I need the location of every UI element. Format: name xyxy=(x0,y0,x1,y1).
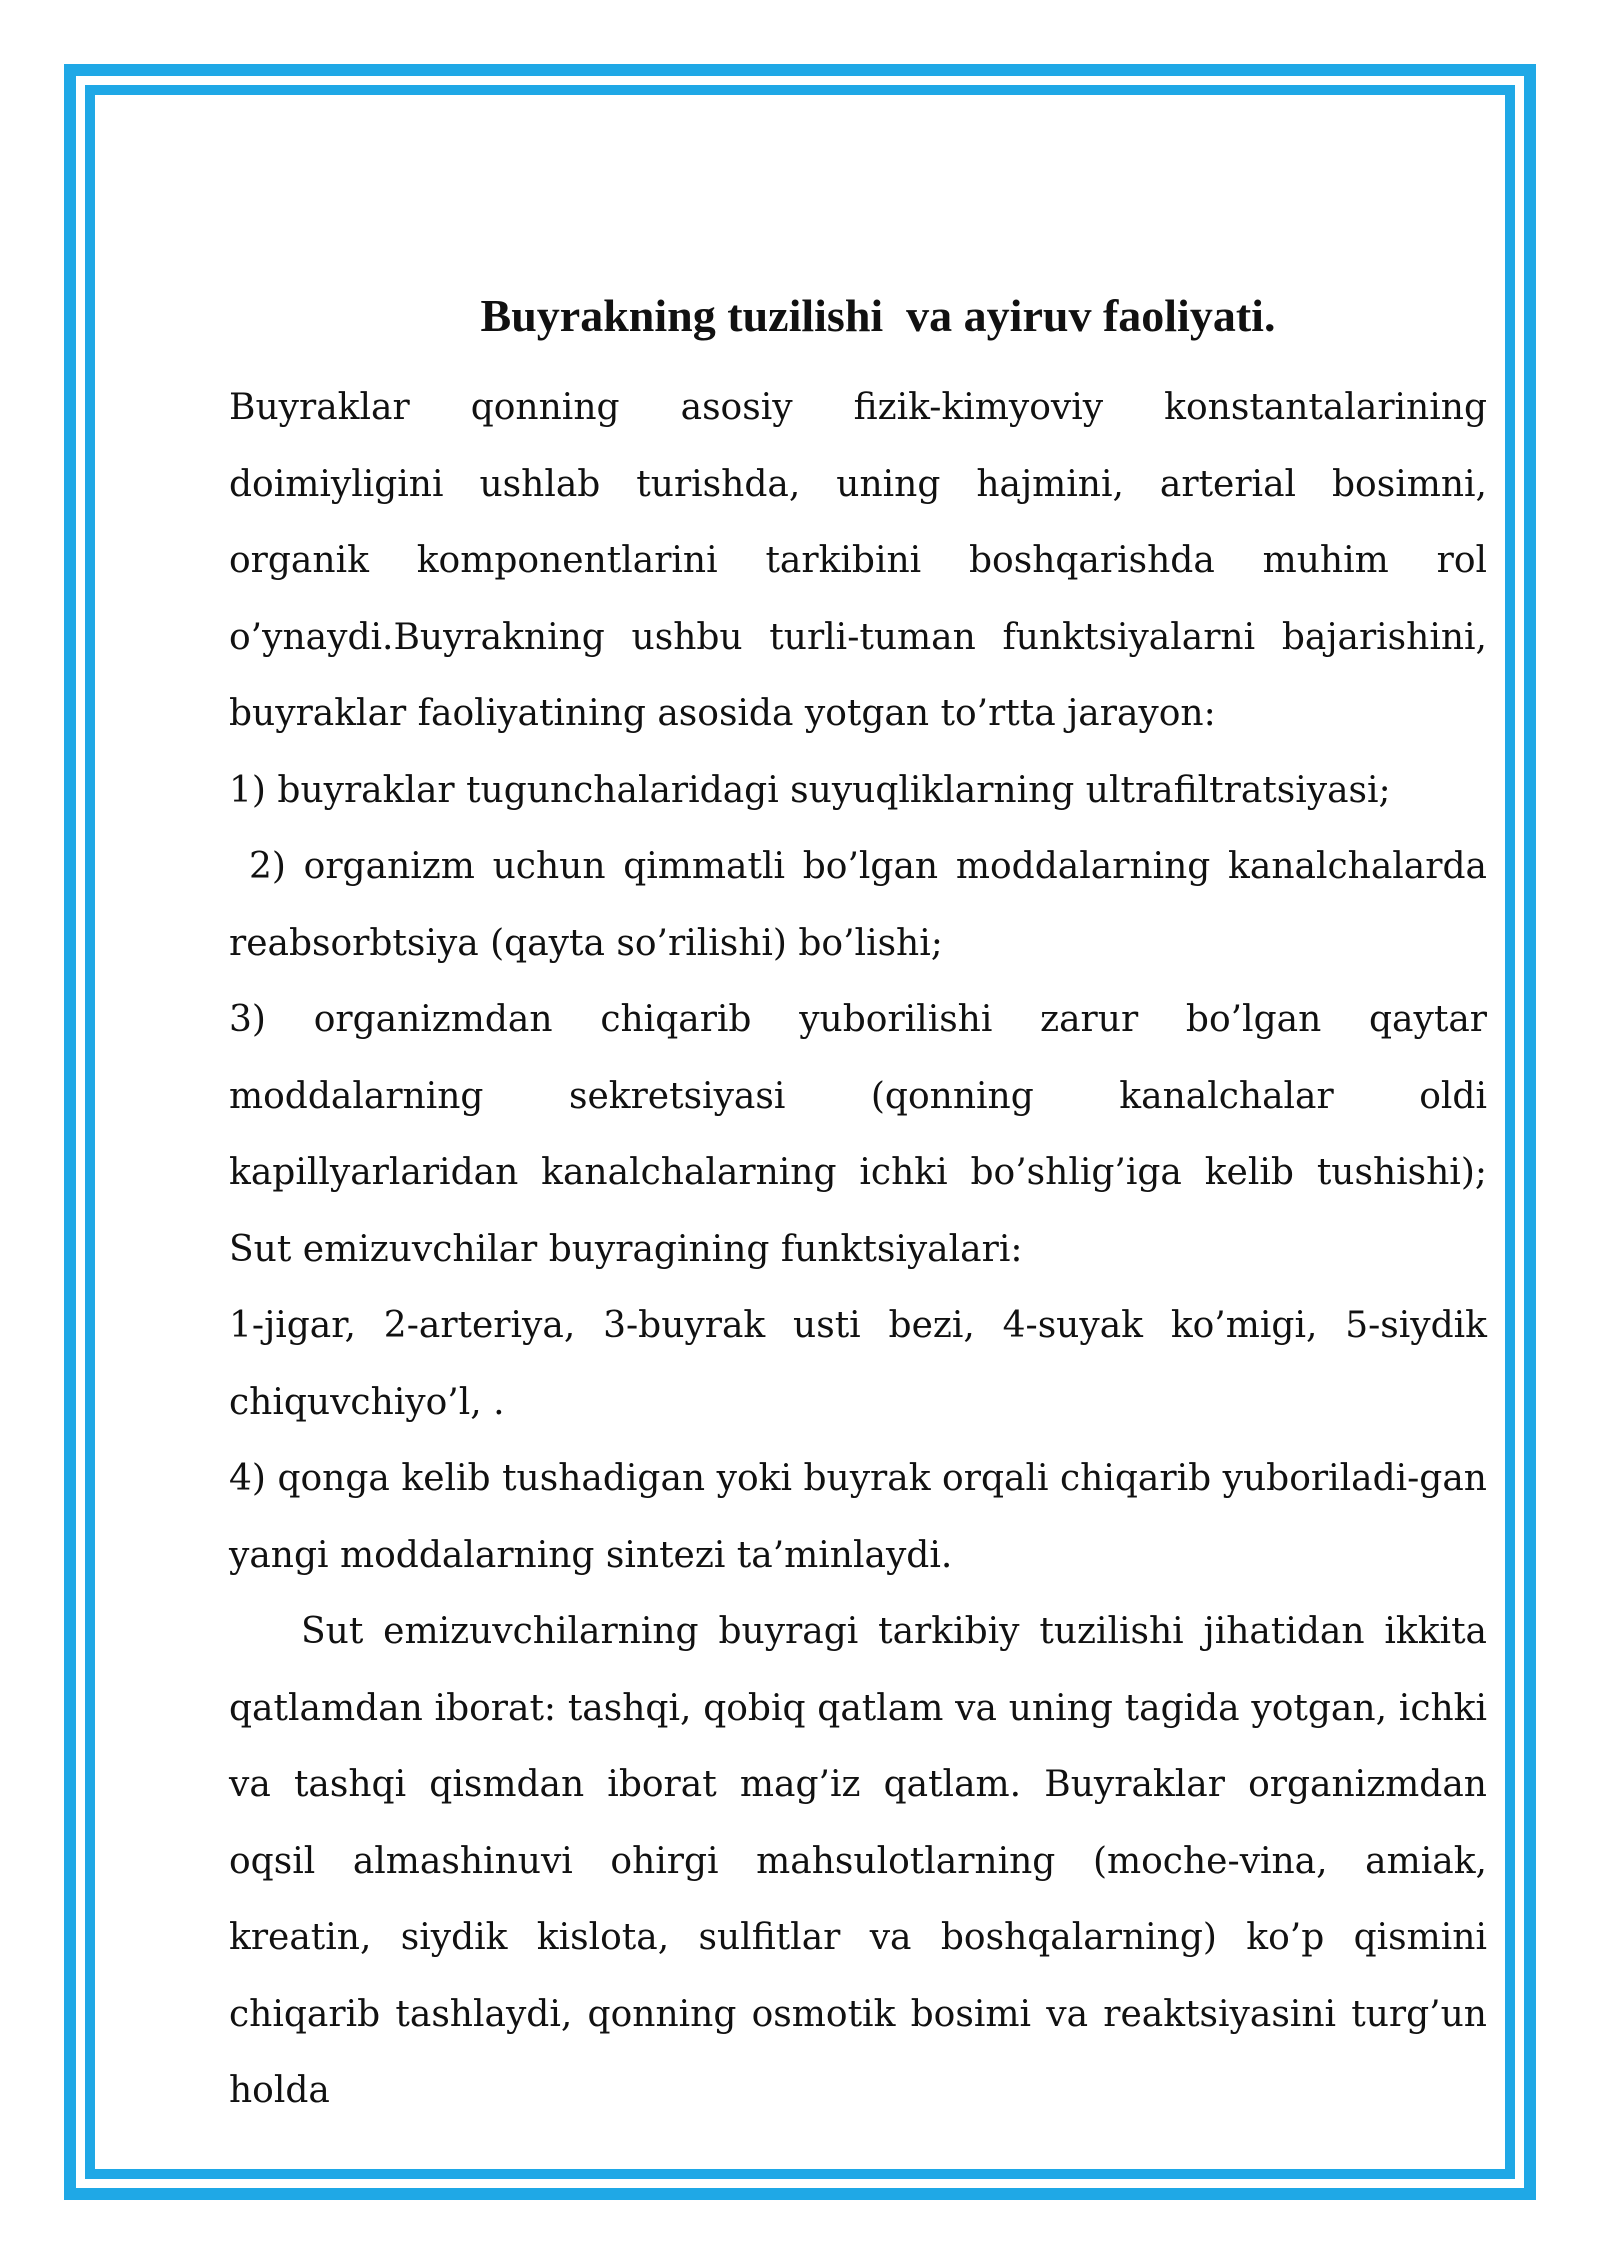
paragraph-item-2: 2) organizm uchun qimmatli bo’lgan moddalarning kanalchalarda reabsorbtsiya (qayta so’rilishi) bo’lishi; xyxy=(229,846,1487,964)
paragraph-intro: Buyraklar qonning asosiy fizik-kimyoviy konstantalarining doimiyligini ushlab turishda, uning hajmini, arterial bosimni, organik komponentlarini tarkibini boshqarishda muhim rol o’ynaydi.Buyrakning ushbu turli-tuman funktsiyalarni bajarishini, buyraklar faoliyatining asosida yotgan to’rtta jarayon: xyxy=(229,387,1487,734)
paragraph-item-3: 3) organizmdan chiqarib yuborilishi zarur bo’lgan qaytar moddalarning sekretsiyasi (qonning kanalchalar oldi kapillyarlaridan kanalchalarning ichki bo’shlig’iga kelib tushishi); Sut emizuvchilar buyragining funktsiyalari: xyxy=(229,999,1487,1270)
paragraph-item-1: 1) buyraklar tugunchalaridagi suyuqliklarning ultrafiltratsiyasi; xyxy=(229,769,1391,811)
paragraph-figure-legend: 1-jigar, 2-arteriya, 3-buyrak usti bezi, 4-suyak ko’migi, 5-siydik chiquvchiyo’l, . xyxy=(229,1305,1487,1423)
document-title: Buyrakning tuzilishi va ayiruv faoliyati. xyxy=(480,290,1276,341)
paragraph-kidney-structure: Sut emizuvchilarning buyragi tarkibiy tuzilishi jihatidan ikkita qatlamdan iborat: tashqi, qobiq qatlam va uning tagida yotgan, ichki va tashqi qismdan iborat mag’iz qatlam. Buyraklar organizmdan oqsil almashinuvi ohirgi mahsulotlarning (moche-vina, amiak, kreatin, siydik kislota, sulfitlar va boshqalarning) ko’p qismini chiqarib tashlaydi, qonning osmotik bosimi va reaktsiyasini turg’un holda xyxy=(229,1611,1487,2111)
document-body xyxy=(229,270,1487,2130)
paragraph-item-4: 4) qonga kelib tushadigan yoki buyrak orqali chiqarib yuboriladi-gan yangi moddalarning sintezi ta’minlaydi. xyxy=(229,1458,1487,1576)
